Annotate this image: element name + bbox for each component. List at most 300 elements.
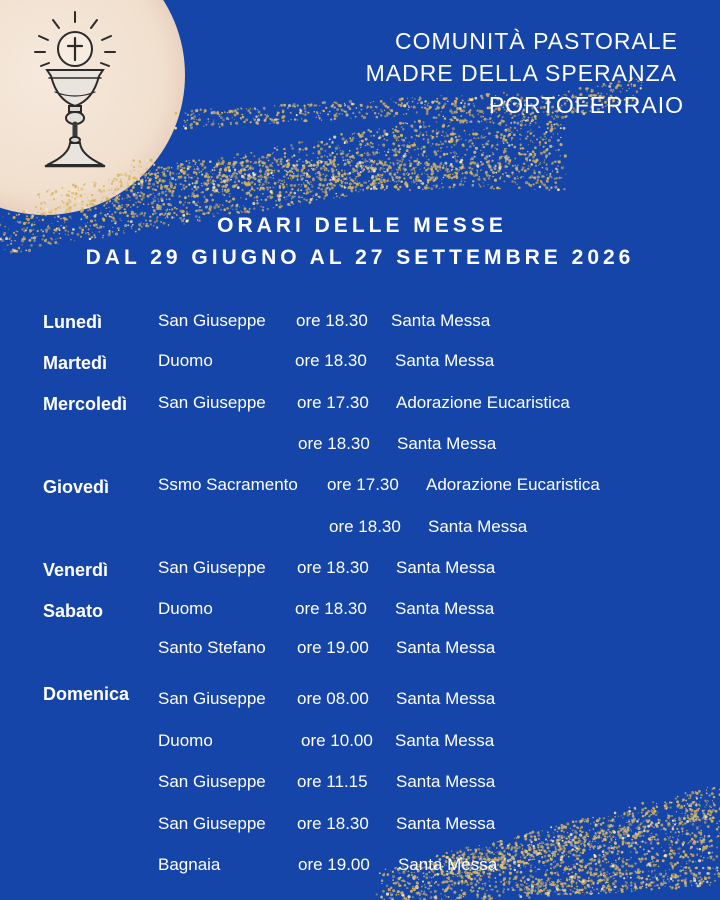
glitter-dot	[265, 199, 268, 202]
glitter-dot	[664, 856, 665, 857]
glitter-dot	[565, 174, 566, 175]
glitter-dot	[137, 171, 138, 172]
glitter-dot	[452, 876, 453, 877]
glitter-dot	[296, 175, 299, 178]
glitter-dot	[202, 160, 205, 163]
glitter-dot	[281, 159, 282, 160]
glitter-dot	[540, 180, 543, 183]
glitter-dot	[418, 154, 419, 155]
glitter-dot	[469, 139, 471, 141]
glitter-dot	[647, 863, 650, 866]
glitter-dot	[553, 146, 554, 147]
glitter-dot	[48, 211, 50, 213]
glitter-dot	[80, 210, 81, 211]
glitter-dot	[190, 114, 192, 116]
glitter-dot	[448, 884, 451, 887]
glitter-dot	[503, 135, 506, 138]
glitter-dot	[522, 153, 524, 155]
glitter-dot	[380, 135, 382, 137]
glitter-dot	[560, 137, 561, 138]
glitter-dot	[477, 178, 480, 181]
glitter-dot	[234, 181, 236, 183]
glitter-dot	[520, 871, 523, 874]
glitter-dot	[52, 210, 55, 213]
glitter-dot	[384, 151, 385, 152]
glitter-dot	[670, 831, 671, 832]
glitter-dot	[430, 896, 432, 898]
glitter-dot	[546, 869, 548, 871]
glitter-dot	[704, 821, 707, 824]
glitter-dot	[519, 134, 521, 136]
glitter-dot	[142, 196, 145, 199]
glitter-dot	[489, 877, 490, 878]
glitter-dot	[447, 881, 449, 883]
glitter-dot	[398, 136, 400, 138]
glitter-dot	[553, 133, 554, 134]
glitter-dot	[131, 173, 132, 174]
glitter-dot	[704, 806, 705, 807]
glitter-dot	[386, 139, 388, 141]
glitter-dot	[442, 124, 445, 127]
glitter-dot	[522, 147, 524, 149]
glitter-dot	[438, 102, 441, 105]
glitter-dot	[507, 888, 509, 890]
glitter-dot	[84, 183, 86, 185]
glitter-dot	[208, 208, 211, 211]
glitter-dot	[372, 182, 374, 184]
glitter-dot	[250, 161, 252, 163]
glitter-dot	[341, 193, 344, 196]
glitter-dot	[653, 836, 655, 838]
glitter-dot	[664, 838, 667, 841]
glitter-dot	[349, 107, 352, 110]
glitter-dot	[238, 165, 239, 166]
glitter-dot	[379, 169, 381, 171]
glitter-dot	[318, 171, 321, 174]
glitter-dot	[618, 845, 620, 847]
glitter-dot	[306, 154, 308, 156]
glitter-dot	[480, 115, 482, 117]
glitter-dot	[336, 196, 338, 198]
glitter-dot	[303, 182, 304, 183]
glitter-dot	[550, 839, 552, 841]
glitter-dot	[537, 179, 539, 181]
glitter-dot	[551, 124, 553, 126]
glitter-dot	[590, 862, 592, 864]
glitter-dot	[481, 887, 484, 890]
glitter-dot	[195, 181, 197, 183]
glitter-dot	[334, 185, 335, 186]
glitter-dot	[433, 185, 435, 187]
glitter-dot	[61, 187, 63, 189]
glitter-dot	[196, 174, 198, 176]
glitter-dot	[322, 102, 324, 104]
glitter-dot	[384, 138, 386, 140]
glitter-dot	[702, 846, 705, 849]
glitter-dot	[325, 107, 327, 109]
glitter-dot	[539, 163, 541, 165]
glitter-dot	[428, 103, 429, 104]
glitter-dot	[199, 114, 200, 115]
glitter-dot	[684, 822, 687, 825]
glitter-dot	[240, 169, 242, 171]
glitter-dot	[343, 172, 346, 175]
glitter-dot	[664, 828, 666, 830]
glitter-dot	[640, 87, 642, 89]
glitter-dot	[60, 205, 61, 206]
glitter-dot	[446, 896, 447, 897]
glitter-dot	[678, 847, 681, 850]
glitter-dot	[464, 880, 467, 883]
glitter-dot	[246, 210, 249, 213]
glitter-dot	[476, 893, 479, 896]
glitter-dot	[630, 851, 631, 852]
glitter-dot	[476, 896, 478, 898]
glitter-dot	[81, 204, 82, 205]
glitter-dot	[417, 894, 418, 895]
glitter-dot	[471, 157, 474, 160]
glitter-dot	[276, 114, 278, 116]
glitter-dot	[207, 176, 210, 179]
glitter-dot	[345, 195, 347, 197]
glitter-dot	[404, 884, 407, 887]
glitter-dot	[230, 179, 232, 181]
glitter-dot	[603, 854, 604, 855]
glitter-dot	[194, 168, 196, 170]
glitter-dot	[280, 104, 283, 107]
glitter-dot	[451, 884, 453, 886]
glitter-dot	[703, 857, 704, 858]
glitter-dot	[454, 155, 456, 157]
glitter-dot	[376, 131, 378, 133]
glitter-dot	[367, 106, 369, 108]
glitter-dot	[420, 169, 421, 170]
glitter-dot	[158, 201, 159, 202]
glitter-dot	[182, 184, 185, 187]
glitter-dot	[438, 114, 441, 117]
glitter-dot	[261, 199, 263, 201]
glitter-dot	[635, 851, 638, 854]
glitter-dot	[169, 171, 171, 173]
glitter-dot	[428, 887, 430, 889]
glitter-dot	[563, 842, 564, 843]
glitter-dot	[166, 168, 167, 169]
glitter-dot	[638, 819, 640, 821]
glitter-dot	[456, 110, 458, 112]
glitter-dot	[486, 174, 489, 177]
glitter-dot	[692, 823, 695, 826]
glitter-dot	[275, 204, 277, 206]
glitter-dot	[329, 154, 332, 157]
glitter-dot	[449, 165, 451, 167]
glitter-dot	[455, 141, 457, 143]
glitter-dot	[464, 181, 466, 183]
glitter-dot	[239, 172, 241, 174]
glitter-dot	[358, 155, 359, 156]
glitter-dot	[219, 171, 221, 173]
glitter-dot	[611, 852, 613, 854]
glitter-dot	[164, 181, 165, 182]
glitter-dot	[267, 169, 270, 172]
glitter-dot	[46, 239, 48, 241]
glitter-dot	[424, 167, 426, 169]
glitter-dot	[678, 835, 679, 836]
glitter-dot	[139, 201, 140, 202]
glitter-dot	[151, 202, 154, 205]
glitter-dot	[481, 898, 482, 899]
glitter-dot	[392, 879, 394, 881]
glitter-dot	[407, 875, 410, 878]
glitter-dot	[542, 830, 543, 831]
glitter-dot	[152, 188, 155, 191]
glitter-dot	[631, 830, 632, 831]
glitter-dot	[502, 140, 505, 143]
glitter-dot	[589, 867, 592, 870]
glitter-dot	[137, 196, 138, 197]
glitter-dot	[437, 884, 439, 886]
glitter-dot	[492, 889, 494, 891]
glitter-dot	[349, 100, 352, 103]
glitter-dot	[214, 169, 216, 171]
glitter-dot	[549, 173, 551, 175]
glitter-dot	[403, 114, 405, 116]
glitter-dot	[435, 167, 438, 170]
glitter-dot	[103, 185, 105, 187]
glitter-dot	[261, 156, 264, 159]
glitter-dot	[399, 877, 401, 879]
glitter-dot	[271, 154, 272, 155]
glitter-dot	[117, 175, 118, 176]
glitter-dot	[707, 857, 709, 859]
glitter-dot	[386, 164, 388, 166]
glitter-dot	[163, 168, 165, 170]
glitter-dot	[257, 176, 259, 178]
glitter-dot	[363, 190, 364, 191]
glitter-dot	[250, 108, 251, 109]
glitter-dot	[590, 873, 593, 876]
glitter-dot	[481, 136, 484, 139]
glitter-dot	[418, 179, 421, 182]
glitter-dot	[188, 183, 190, 185]
glitter-dot	[288, 164, 290, 166]
glitter-dot	[300, 189, 302, 191]
glitter-dot	[699, 848, 701, 850]
glitter-dot	[402, 139, 405, 142]
glitter-dot	[458, 139, 459, 140]
glitter-dot	[507, 157, 509, 159]
glitter-dot	[624, 836, 626, 838]
glitter-dot	[364, 153, 365, 154]
glitter-dot	[402, 158, 405, 161]
glitter-dot	[342, 153, 344, 155]
glitter-dot	[692, 843, 693, 844]
glitter-dot	[170, 204, 172, 206]
glitter-dot	[567, 884, 569, 886]
glitter-dot	[403, 894, 404, 895]
glitter-dot	[67, 208, 68, 209]
glitter-dot	[648, 850, 650, 852]
glitter-dot	[199, 172, 201, 174]
glitter-dot	[409, 159, 410, 160]
glitter-dot	[133, 181, 135, 183]
glitter-dot	[516, 183, 518, 185]
glitter-dot	[538, 834, 541, 837]
glitter-dot	[671, 853, 672, 854]
glitter-dot	[296, 160, 298, 162]
glitter-dot	[417, 158, 419, 160]
glitter-dot	[551, 177, 553, 179]
glitter-dot	[262, 193, 264, 195]
glitter-dot	[557, 873, 559, 875]
glitter-dot	[539, 869, 541, 871]
glitter-dot	[267, 208, 269, 210]
glitter-dot	[273, 152, 274, 153]
glitter-dot	[554, 160, 556, 162]
glitter-dot	[311, 184, 312, 185]
glitter-dot	[452, 120, 454, 122]
glitter-dot	[299, 112, 301, 114]
glitter-dot	[251, 181, 253, 183]
glitter-dot	[334, 101, 336, 103]
glitter-dot	[657, 811, 658, 812]
glitter-dot	[524, 124, 526, 126]
glitter-dot	[492, 120, 493, 121]
glitter-dot	[277, 146, 278, 147]
glitter-dot	[579, 87, 582, 90]
glitter-dot	[480, 169, 482, 171]
glitter-dot	[469, 111, 471, 113]
glitter-dot	[398, 104, 400, 106]
glitter-dot	[467, 849, 470, 852]
glitter-dot	[21, 239, 24, 242]
glitter-dot	[441, 162, 442, 163]
glitter-dot	[678, 852, 680, 854]
glitter-dot	[445, 168, 448, 171]
glitter-dot	[595, 832, 597, 834]
glitter-dot	[632, 866, 633, 867]
glitter-dot	[192, 182, 193, 183]
glitter-dot	[176, 208, 178, 210]
glitter-dot	[631, 825, 632, 826]
glitter-dot	[205, 205, 208, 208]
glitter-dot	[505, 167, 506, 168]
glitter-dot	[355, 176, 357, 178]
glitter-dot	[375, 185, 377, 187]
glitter-dot	[212, 173, 213, 174]
glitter-dot	[423, 138, 425, 140]
glitter-dot	[606, 862, 607, 863]
glitter-dot	[329, 138, 331, 140]
glitter-dot	[280, 183, 281, 184]
glitter-dot	[291, 156, 293, 158]
glitter-dot	[386, 893, 389, 896]
glitter-dot	[167, 185, 168, 186]
glitter-dot	[228, 162, 231, 165]
glitter-dot	[421, 886, 423, 888]
glitter-dot	[409, 162, 412, 165]
glitter-dot	[508, 162, 511, 165]
glitter-dot	[696, 854, 698, 856]
glitter-dot	[184, 176, 187, 179]
glitter-dot	[523, 153, 525, 155]
glitter-dot	[527, 854, 529, 856]
glitter-dot	[283, 165, 286, 168]
glitter-dot	[351, 155, 353, 157]
glitter-dot	[558, 124, 559, 125]
glitter-dot	[142, 193, 145, 196]
glitter-dot	[240, 117, 243, 120]
glitter-dot	[457, 882, 459, 884]
glitter-dot	[332, 164, 334, 166]
glitter-dot	[220, 168, 222, 170]
glitter-dot	[479, 877, 480, 878]
glitter-dot	[473, 116, 475, 118]
glitter-dot	[360, 143, 362, 145]
glitter-dot	[337, 103, 339, 105]
glitter-dot	[279, 187, 281, 189]
glitter-dot	[187, 202, 189, 204]
glitter-dot	[298, 196, 301, 199]
glitter-dot	[553, 123, 555, 125]
glitter-dot	[490, 186, 493, 189]
glitter-dot	[161, 191, 164, 194]
glitter-dot	[701, 840, 703, 842]
glitter-dot	[396, 892, 397, 893]
glitter-dot	[268, 154, 271, 157]
glitter-dot	[427, 181, 429, 183]
glitter-dot	[479, 122, 480, 123]
glitter-dot	[340, 179, 342, 181]
glitter-dot	[524, 171, 526, 173]
glitter-dot	[365, 145, 367, 147]
glitter-dot	[315, 193, 318, 196]
glitter-dot	[203, 165, 204, 166]
glitter-dot	[341, 183, 342, 184]
glitter-dot	[222, 164, 223, 165]
glitter-dot	[571, 871, 573, 873]
glitter-dot	[488, 894, 491, 897]
glitter-dot	[403, 155, 406, 158]
glitter-dot	[508, 864, 511, 867]
glitter-dot	[239, 161, 242, 164]
glitter-dot	[564, 867, 567, 870]
glitter-dot	[176, 173, 177, 174]
glitter-dot	[433, 116, 436, 119]
glitter-dot	[296, 114, 298, 116]
glitter-dot	[706, 804, 708, 806]
glitter-dot	[75, 204, 76, 205]
glitter-dot	[539, 186, 541, 188]
glitter-dot	[576, 847, 578, 849]
glitter-dot	[448, 896, 450, 898]
glitter-dot	[470, 161, 473, 164]
glitter-dot	[608, 861, 609, 862]
glitter-dot	[416, 111, 418, 113]
glitter-dot	[437, 150, 439, 152]
glitter-dot	[700, 856, 701, 857]
glitter-dot	[551, 136, 553, 138]
glitter-dot	[136, 175, 137, 176]
glitter-dot	[698, 819, 700, 821]
glitter-dot	[521, 889, 522, 890]
glitter-dot	[524, 892, 526, 894]
glitter-dot	[56, 208, 57, 209]
glitter-dot	[403, 177, 405, 179]
glitter-dot	[604, 858, 606, 860]
glitter-dot	[222, 189, 224, 191]
glitter-dot	[318, 141, 319, 142]
glitter-dot	[154, 197, 155, 198]
